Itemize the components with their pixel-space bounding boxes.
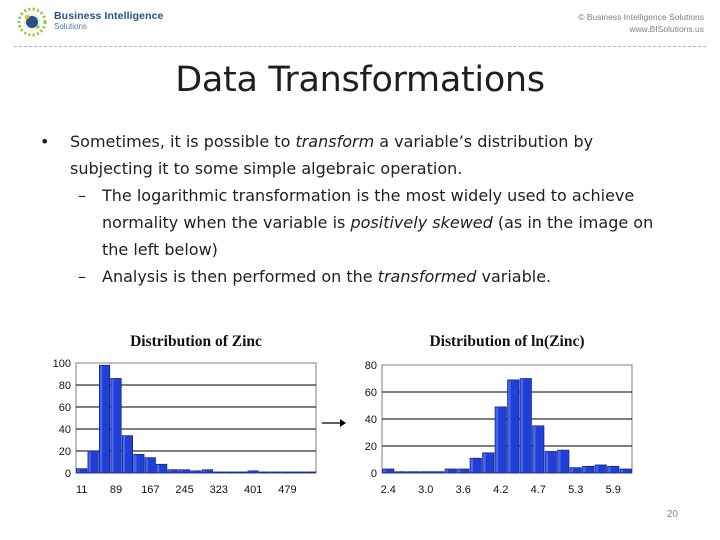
zinc-bar xyxy=(271,472,282,473)
zinc-bar-highlight xyxy=(146,458,148,472)
zinc-bar xyxy=(225,472,236,473)
arrow-head xyxy=(340,419,346,427)
sub-bullet-item: – Analysis is then performed on the transformed variable. xyxy=(0,263,720,290)
zinc-bar xyxy=(259,472,270,473)
header-divider xyxy=(14,46,706,47)
zinc-x-tick-label: 11 xyxy=(76,484,88,496)
zinc-bar-highlight xyxy=(191,471,193,472)
zinc-bar xyxy=(282,472,293,473)
bullet-list xyxy=(0,128,720,290)
zinc-y-tick-label: 80 xyxy=(58,380,71,392)
zinc-bar-highlight xyxy=(203,470,205,472)
ln-zinc-bar-highlight xyxy=(483,453,486,472)
zinc-bar-highlight xyxy=(157,465,159,473)
zinc-bar-highlight xyxy=(168,470,170,472)
ln-zinc-y-tick-label: 40 xyxy=(364,414,377,426)
bis-logo xyxy=(14,4,50,40)
ln-zinc-y-tick-label: 0 xyxy=(370,468,377,480)
zinc-y-tick-label: 0 xyxy=(64,468,71,480)
bullet-dot-icon: • xyxy=(40,132,50,151)
zinc-bar-highlight xyxy=(77,469,79,472)
ln-zinc-x-tick-label: 4.7 xyxy=(530,484,546,496)
ln-zinc-bar-highlight xyxy=(571,468,574,472)
ln-zinc-bar-highlight xyxy=(583,467,586,473)
zinc-y-tick-label: 20 xyxy=(58,446,71,458)
ln-zinc-bar xyxy=(395,472,407,473)
brand-title: Business Intelligence xyxy=(54,10,164,22)
zinc-x-tick-label: 89 xyxy=(109,484,123,496)
zinc-x-tick-label: 323 xyxy=(209,484,229,496)
zinc-bar-highlight xyxy=(248,471,250,472)
zinc-bar-highlight xyxy=(134,455,136,473)
zinc-bar xyxy=(214,472,225,473)
zinc-x-tick-label: 167 xyxy=(141,484,160,496)
ln-zinc-x-tick-label: 3.6 xyxy=(455,484,471,496)
zinc-bar-highlight xyxy=(100,366,102,473)
copyright-notice xyxy=(578,11,704,35)
zinc-histogram-svg xyxy=(36,330,326,500)
zinc-bar-highlight xyxy=(88,452,90,473)
ln-zinc-x-tick-label: 5.3 xyxy=(568,484,584,496)
ln-zinc-bar-highlight xyxy=(496,407,499,472)
ln-zinc-bar xyxy=(433,472,445,473)
zinc-bar-highlight xyxy=(111,379,113,472)
ln-zinc-bar-highlight xyxy=(608,467,611,473)
website-link[interactable]: www.BISolutions.us xyxy=(629,24,704,34)
ln-zinc-bar-highlight xyxy=(521,379,524,472)
ln-zinc-histogram-svg xyxy=(346,330,644,500)
ln-zinc-bar-highlight xyxy=(533,426,536,472)
brand-name xyxy=(54,11,163,31)
zinc-bar-highlight xyxy=(180,470,182,472)
ln-zinc-bar-highlight xyxy=(458,470,461,473)
ln-zinc-bar-highlight xyxy=(471,459,474,473)
ln-zinc-y-tick-label: 60 xyxy=(364,387,377,399)
page-number: 20 xyxy=(666,509,678,520)
ln-zinc-x-tick-label: 2.4 xyxy=(380,484,396,496)
zinc-bar xyxy=(305,472,316,473)
copyright-line: © Business Intelligence Solutions xyxy=(578,12,704,22)
ln-zinc-x-tick-label: 4.2 xyxy=(493,484,509,496)
brand-subtitle: Solutions xyxy=(54,21,87,31)
ln-zinc-x-tick-label: 3.0 xyxy=(418,484,434,496)
zinc-bar-highlight xyxy=(123,436,125,472)
zinc-x-tick-label: 479 xyxy=(278,484,297,496)
ln-zinc-bar xyxy=(420,472,432,473)
ln-zinc-histogram xyxy=(346,330,644,500)
ln-zinc-chart-title: Distribution of ln(Zinc) xyxy=(429,333,585,350)
ln-zinc-bar-highlight xyxy=(446,470,449,473)
zinc-bar xyxy=(236,472,247,473)
zinc-y-tick-label: 60 xyxy=(58,402,71,414)
dash-bullet-icon: – xyxy=(78,186,86,205)
dash-bullet-icon: – xyxy=(78,267,86,286)
bullet-item: • Sometimes, it is possible to transform a variable’s distribution by subjecting it to some simple algebraic operation. xyxy=(0,128,720,182)
ln-zinc-bar-highlight xyxy=(546,452,549,472)
ln-zinc-bar-highlight xyxy=(596,466,599,473)
ln-zinc-y-tick-label: 20 xyxy=(364,441,377,453)
zinc-y-tick-label: 40 xyxy=(58,424,71,436)
ln-zinc-x-tick-label: 5.9 xyxy=(605,484,621,496)
zinc-x-tick-label: 401 xyxy=(243,484,263,496)
ln-zinc-bar-highlight xyxy=(621,470,624,473)
slide-title: Data Transformations xyxy=(175,60,545,100)
zinc-bar xyxy=(294,472,305,473)
ln-zinc-bar xyxy=(408,472,420,473)
ln-zinc-bar-highlight xyxy=(558,451,561,473)
ln-zinc-bar-highlight xyxy=(508,380,511,472)
zinc-x-tick-label: 245 xyxy=(175,484,194,496)
zinc-chart-title: Distribution of Zinc xyxy=(130,333,262,350)
ln-zinc-bar-highlight xyxy=(383,470,386,473)
zinc-y-tick-label: 100 xyxy=(52,358,71,370)
ln-zinc-y-tick-label: 80 xyxy=(364,360,377,372)
zinc-histogram xyxy=(36,330,326,500)
sub-bullet-item: – The logarithmic transformation is the most widely used to achieve normality when the variable is positively skewed (as in the image on the left below) xyxy=(0,182,720,263)
